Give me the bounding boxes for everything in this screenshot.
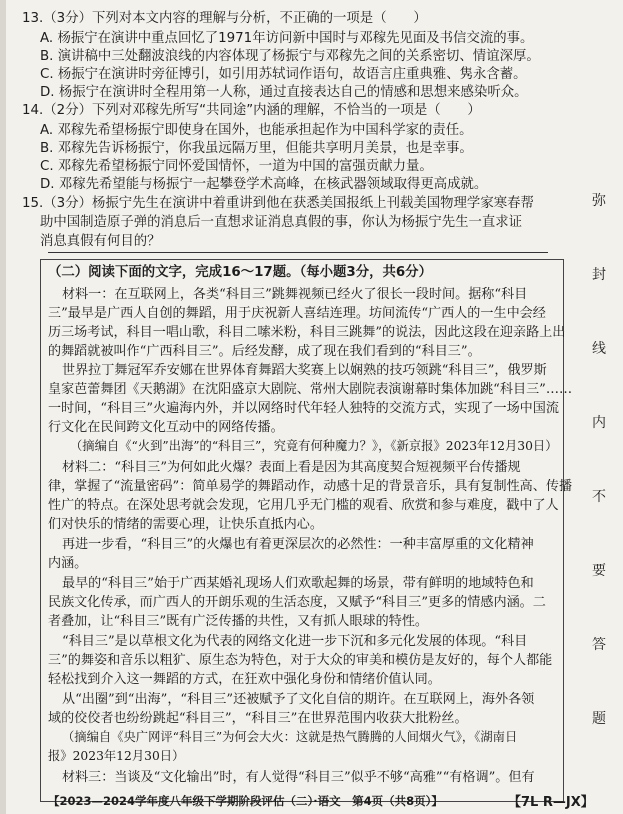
seal-char: 不 [592, 489, 606, 505]
m2-line-7: 最早的“科目三”始于广西某婚礼现场人们欢歌起舞的场景，带有鲜明的地域特色和 [62, 576, 534, 591]
m2-line-1: 材料二：“科目三”为何如此火爆？表面上看是因为其高度契合短视频平台传播规 [62, 460, 521, 475]
m3-line-1: 材料三：当谈及“文化输出”时，有人觉得“科目三”似乎不够“高雅”“有格调”。但有 [62, 770, 535, 785]
m1-line-8: 行文化在民间跨文化互动中的网络传播。 [48, 420, 284, 435]
m2-line-10: “科目三”是以草根文化为代表的网络文化进一步下沉和多元化发展的体现。“科目 [62, 634, 528, 649]
q15-line-2: 助中国制造原子弹的消息后一直想求证消息真假的事，你认为杨振宁先生一直求证 [40, 215, 523, 230]
m2-line-8: 民族文化传承，而广西人的开朗乐观的生活态度，又赋予“科目三”更多的情感内涵。二 [48, 595, 546, 610]
page-edge [0, 0, 6, 814]
source-2b: 报》2023年12月30日） [48, 749, 185, 763]
seal-char: 答 [592, 637, 606, 653]
q13-stem: 13.（3分）下列对本文内容的理解与分析，不正确的一项是（ ） [22, 11, 427, 26]
answer-line [48, 252, 548, 253]
source-1: （摘编自《“火到”出海”的“科目三”，究竟有何种魔力？》，《新京报》2023年12月30日） [70, 439, 558, 453]
q15-line-3: 消息真假有何目的？ [40, 234, 161, 249]
q14-option-c: C. 邓稼先希望杨振宁同怀爱国情怀，一道为中国的富强贡献力量。 [40, 159, 433, 174]
m2-line-5: 再进一步看，“科目三”的火爆也有着更深层次的必然性：一种丰富厚重的文化精神 [62, 537, 534, 552]
q13-option-d: D. 杨振宁在演讲时全程用第一人称，通过直接表达自己的情感和思想来感染听众。 [40, 85, 528, 100]
m2-line-6: 内涵。 [48, 556, 88, 571]
m1-line-6: 皇家芭蕾舞团《天鹅湖》在沈阳盛京大剧院、常州大剧院表演谢幕时集体加跳“科目三”…… [48, 382, 573, 397]
m2-line-14: 域的佼佼者也纷纷跳起“科目三”，“科目三”在世界范围内收获大批粉丝。 [48, 711, 468, 726]
m2-line-11: 三”的舞姿和音乐以粗犷、原生态为特色，对于大众的审美和模仿是友好的，每个人都能 [48, 653, 553, 668]
q15-line-1: 15.（3分）杨振宁先生在演讲中着重讲到他在获悉美国报纸上刊载美国物理学家寒春帮 [22, 196, 534, 211]
m2-line-3: 性广的特点。在深处思考就会发现，它用几乎无门槛的观看、欣赏和参与难度，戳中了人 [48, 498, 559, 513]
q14-option-b: B. 邓稼先告诉杨振宁，你我虽远隔万里，但能共享明月美景，也是幸事。 [40, 141, 473, 156]
seal-char: 要 [592, 563, 606, 579]
m2-line-4: 们对快乐的情绪的需要心理，让快乐直抵内心。 [48, 517, 323, 532]
m2-line-12: 轻松找到介入这一舞蹈的方式，在狂欢中强化身份和情绪价值认同。 [48, 672, 441, 687]
m1-line-1: 材料一：在互联网上，各类“科目三”跳舞视频已经火了很长一段时间。据称“科目 [62, 287, 528, 302]
q14-stem: 14.（2分）下列对邓稼先所写“共同途”内涵的理解，不恰当的一项是（ ） [22, 103, 481, 118]
m1-line-4: 的舞蹈就被叫作“广西科目三”。后经发酵，成了现在我们看到的“科目三”。 [48, 344, 481, 359]
m2-line-2: 律，掌握了“流量密码”：简单易学的舞蹈动作，动感十足的背景音乐，具有复制性高、传播 [48, 479, 573, 494]
seal-char: 线 [592, 341, 606, 357]
source-2a: （摘编自《央广网评“科目三”为何会大火：这就是热气腾腾的人间烟火气》，《湖南日 [62, 730, 518, 744]
m1-line-5: 世界拉丁舞冠军乔安娜在世界体育舞蹈大奖赛上以娴熟的技巧领跳“科目三”，俄罗斯 [62, 363, 547, 378]
q14-option-d: D. 邓稼先希望能与杨振宁一起攀登学术高峰，在核武器领域取得更高成就。 [40, 177, 488, 192]
seal-char: 封 [592, 267, 606, 283]
q13-option-a: A. 杨振宁在演讲中重点回忆了1971年访问新中国时与邓稼先见面及书信交流的事。 [40, 31, 534, 46]
section-title: （二）阅读下面的文字，完成16～17题。（每小题3分，共6分） [48, 265, 432, 280]
seal-char: 内 [592, 415, 606, 431]
footer-code: 【7L R—JX】 [508, 795, 594, 810]
seal-char: 弥 [592, 193, 606, 209]
m1-line-7: 一时间，“科目三”火遍海内外，并以网络时代年轻人独特的交流方式，实现了一场中国流 [48, 401, 559, 416]
q13-option-c: C. 杨振宁在演讲时旁征博引，如引用苏轼词作语句，故语言庄重典雅、隽永含蓄。 [40, 67, 527, 82]
m1-line-3: 历三场考试，科目一唱山歌，科目二嗦米粉，科目三跳舞”的说法，因此这段在迎亲路上出 [48, 325, 566, 340]
m1-line-2: 三”最早是广西人自创的舞蹈，用于庆祝新人喜结连理。坊间流传“广西人的一生中会经 [48, 306, 546, 321]
seal-char: 题 [592, 711, 606, 727]
footer-info: 【2023—2024学年度八年级下学期阶段评估（二）·语文 第4页（共8页）】 [48, 794, 443, 808]
q13-option-b: B. 演讲稿中三处翻波浪线的内容体现了杨振宁与邓稼先之间的关系密切、情谊深厚。 [40, 49, 540, 64]
m2-line-9: 者叠加，让“科目三”既有广泛传播的共性，又有抓人眼球的特性。 [48, 614, 429, 629]
q14-option-a: A. 邓稼先希望杨振宁即使身在国外，也能承担起作为中国科学家的责任。 [40, 123, 473, 138]
m2-line-13: 从“出圈”到“出海”，“科目三”还被赋予了文化自信的期许。在互联网上，海外各领 [62, 692, 535, 707]
